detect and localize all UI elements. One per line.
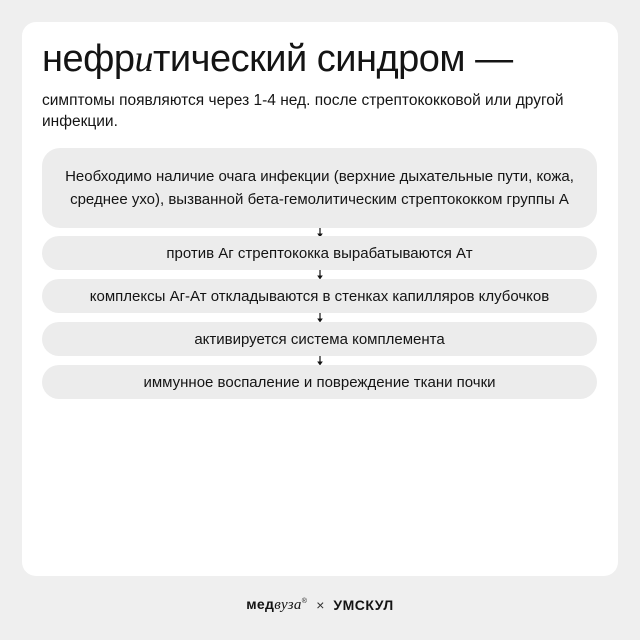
title-part-1: нефр [42, 38, 135, 80]
flow-step-5 [42, 365, 597, 399]
page-title [42, 36, 513, 82]
flow-step-3 [42, 279, 597, 313]
title-accent-letter: и [134, 38, 154, 80]
separator-x: × [316, 597, 325, 613]
flow-step-1 [42, 148, 597, 228]
title-part-2: тический синдром — [153, 38, 513, 80]
medvuza-logo-part-1: мед [246, 596, 275, 612]
medvuza-logo-part-2: вуза [274, 597, 302, 613]
flow-step-text: иммунное воспаление и повреждение ткани почки [143, 373, 496, 391]
flow-step-text: комплексы Аг-Ат откладываются в стенках капилляров клубочков [89, 287, 550, 305]
flow-step-text: Необходимо наличие очага инфекции (верхние дыхательные пути, кожа, среднее ухо), вызванной бета-гемолитическим стрептококком группы А [65, 168, 574, 208]
content-card [22, 22, 618, 576]
medvuza-logo [246, 596, 307, 614]
registered-mark: ® [301, 598, 308, 605]
flow-step-text: против Аг стрептококка вырабатываются Ат [166, 244, 473, 262]
flow-step-4 [42, 322, 597, 356]
footer-logos [0, 590, 640, 620]
flow-step-text: активируется система комплемента [194, 330, 445, 348]
flow-step-2 [42, 236, 597, 270]
subtitle: симптомы появляются через 1-4 нед. после стрептококковой или другой инфекции. [42, 92, 564, 130]
umskul-logo: УМСКУЛ [333, 597, 394, 613]
